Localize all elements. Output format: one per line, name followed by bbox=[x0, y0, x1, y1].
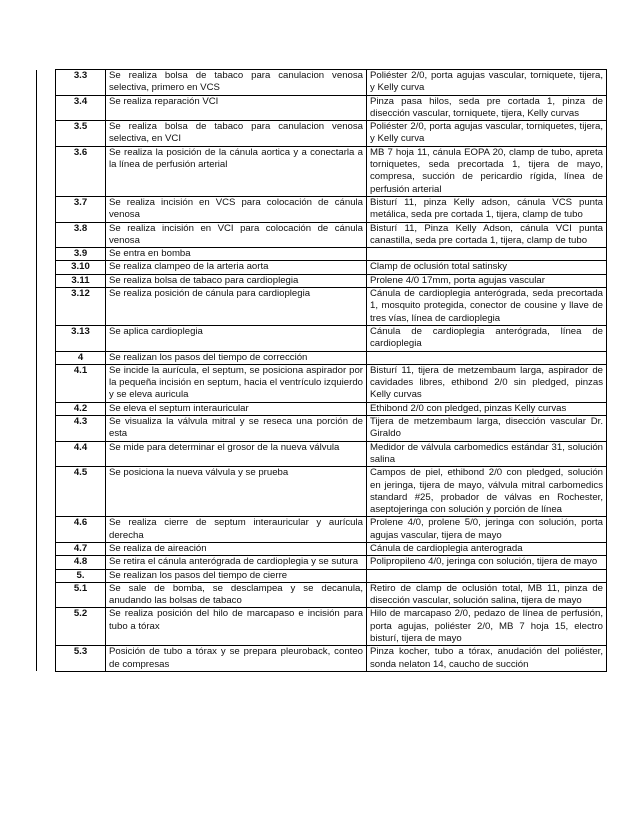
step-number: 4 bbox=[56, 351, 106, 364]
table-row bbox=[37, 288, 607, 326]
step-description: Se realiza reparación VCI bbox=[106, 95, 367, 121]
step-description: Se realiza bolsa de tabaco para cardioplegia bbox=[106, 274, 367, 287]
step-number: 5.3 bbox=[56, 646, 106, 672]
step-number: 4.2 bbox=[56, 402, 106, 415]
step-description: Se realiza cierre de septum interauricular y aurícula derecha bbox=[106, 517, 367, 543]
step-description: Se realiza incisión en VCS para colocación de cánula venosa bbox=[106, 196, 367, 222]
step-description: Se posiciona la nueva válvula y se prueba bbox=[106, 467, 367, 517]
table-row bbox=[37, 95, 607, 121]
left-margin-cell bbox=[37, 70, 56, 96]
left-margin-cell bbox=[37, 582, 56, 608]
table-row bbox=[37, 542, 607, 555]
step-number: 4.4 bbox=[56, 441, 106, 467]
step-number: 3.10 bbox=[56, 261, 106, 274]
table-row bbox=[37, 146, 607, 196]
step-materials: Pinza kocher, tubo a tórax, anudación del poliéster, sonda nelaton 14, caucho de succión bbox=[367, 646, 607, 672]
step-number: 4.7 bbox=[56, 542, 106, 555]
table-row bbox=[37, 569, 607, 582]
step-materials bbox=[367, 248, 607, 261]
step-description: Se eleva el septum interauricular bbox=[106, 402, 367, 415]
step-description: Posición de tubo a tórax y se prepara pleuroback, conteo de compresas bbox=[106, 646, 367, 672]
step-number: 5. bbox=[56, 569, 106, 582]
step-description: Se visualiza la válvula mitral y se reseca una porción de esta bbox=[106, 416, 367, 442]
step-number: 5.2 bbox=[56, 608, 106, 646]
table-row bbox=[37, 582, 607, 608]
step-number: 3.7 bbox=[56, 196, 106, 222]
step-materials: Ethibond 2/0 con pledged, pinzas Kelly curvas bbox=[367, 402, 607, 415]
table-row bbox=[37, 121, 607, 147]
step-materials: Prolene 4/0 17mm, porta agujas vascular bbox=[367, 274, 607, 287]
step-materials: MB 7 hoja 11, cánula EOPA 20, clamp de tubo, apreta torniquetes, seda precortada 1, tijera de mayo, compresa, succión de pericardio rígida, línea de perfusión arterial bbox=[367, 146, 607, 196]
step-number: 3.3 bbox=[56, 70, 106, 96]
procedure-page bbox=[36, 69, 606, 672]
table-row bbox=[37, 261, 607, 274]
step-materials: Poliéster 2/0, porta agujas vascular, torniquete, tijera, y Kelly curva bbox=[367, 70, 607, 96]
step-description: Se realiza posición del hilo de marcapaso e incisión para tubo a tórax bbox=[106, 608, 367, 646]
step-materials: Clamp de oclusión total satinsky bbox=[367, 261, 607, 274]
step-number: 4.3 bbox=[56, 416, 106, 442]
table-row bbox=[37, 351, 607, 364]
left-margin-cell bbox=[37, 248, 56, 261]
table-row bbox=[37, 556, 607, 569]
procedure-table bbox=[36, 69, 607, 672]
step-description: Se mide para determinar el grosor de la nueva válvula bbox=[106, 441, 367, 467]
step-description: Se realiza clampeo de la arteria aorta bbox=[106, 261, 367, 274]
left-margin-cell bbox=[37, 288, 56, 326]
step-number: 5.1 bbox=[56, 582, 106, 608]
step-description: Se entra en bomba bbox=[106, 248, 367, 261]
left-margin-cell bbox=[37, 325, 56, 351]
left-margin-cell bbox=[37, 146, 56, 196]
table-row bbox=[37, 274, 607, 287]
left-margin-cell bbox=[37, 416, 56, 442]
table-row bbox=[37, 222, 607, 248]
left-margin-cell bbox=[37, 402, 56, 415]
procedure-table-body bbox=[37, 70, 607, 672]
step-materials: Bisturí 11, Pinza Kelly Adson, cánula VCI punta canastilla, seda pre cortada 1, tijera, clamp de tubo bbox=[367, 222, 607, 248]
step-number: 3.4 bbox=[56, 95, 106, 121]
step-materials: Medidor de válvula carbomedics estándar 31, solución salina bbox=[367, 441, 607, 467]
step-materials: Campos de piel, ethibond 2/0 con pledged, solución en jeringa, tijera de mayo, válvula mitral carbomedics standard #25, probador de válvas en Rochester, aseptojeringa con solución y porción de línea bbox=[367, 467, 607, 517]
step-number: 4.8 bbox=[56, 556, 106, 569]
step-description: Se realiza bolsa de tabaco para canulacion venosa selectiva, primero en VCS bbox=[106, 70, 367, 96]
step-description: Se realizan los pasos del tiempo de cierre bbox=[106, 569, 367, 582]
left-margin-cell bbox=[37, 261, 56, 274]
step-description: Se incide la aurícula, el septum, se posiciona aspirador por la pequeña incisión en septum, hacia el ventrículo izquierdo y se eleva auricula bbox=[106, 364, 367, 402]
step-number: 3.12 bbox=[56, 288, 106, 326]
step-description: Se realiza de aireación bbox=[106, 542, 367, 555]
step-description: Se realiza posición de cánula para cardioplegia bbox=[106, 288, 367, 326]
step-number: 3.8 bbox=[56, 222, 106, 248]
step-materials: Cánula de cardioplegia anterógrada, seda precortada 1, mosquito protegida, conector de cousine y llave de tres vías, línea de cardioplegia bbox=[367, 288, 607, 326]
left-margin-cell bbox=[37, 542, 56, 555]
step-materials: Retiro de clamp de oclusión total, MB 11, pinza de disección vascular, solución salina, tijera de mayo bbox=[367, 582, 607, 608]
table-row bbox=[37, 517, 607, 543]
table-row bbox=[37, 416, 607, 442]
step-number: 3.6 bbox=[56, 146, 106, 196]
step-materials bbox=[367, 351, 607, 364]
step-description: Se realiza la posición de la cánula aortica y a conectarla a la línea de perfusión arterial bbox=[106, 146, 367, 196]
left-margin-cell bbox=[37, 556, 56, 569]
step-materials: Pinza pasa hilos, seda pre cortada 1, pinza de disección vascular, torniquete, tijera, Kelly curvas bbox=[367, 95, 607, 121]
step-materials: Bisturí 11, pinza Kelly adson, cánula VCS punta metálica, seda pre cortada 1, tijera, clamp de tubo bbox=[367, 196, 607, 222]
step-number: 3.5 bbox=[56, 121, 106, 147]
table-row bbox=[37, 248, 607, 261]
left-margin-cell bbox=[37, 517, 56, 543]
step-materials: Polipropileno 4/0, jeringa con solución, tijera de mayo bbox=[367, 556, 607, 569]
left-margin-cell bbox=[37, 441, 56, 467]
step-materials: Poliéster 2/0, porta agujas vascular, torniquetes, tijera, y Kelly curva bbox=[367, 121, 607, 147]
step-description: Se sale de bomba, se desclampea y se decanula, anudando las bolsas de tabaco bbox=[106, 582, 367, 608]
step-materials: Cánula de cardioplegia anterógrada, línea de cardioplegia bbox=[367, 325, 607, 351]
left-margin-cell bbox=[37, 222, 56, 248]
step-materials: Bisturí 11, tijera de metzembaum larga, aspirador de cavidades libres, ethibond 2/0 sin pledged, pinzas Kelly curvas bbox=[367, 364, 607, 402]
left-margin-cell bbox=[37, 646, 56, 672]
table-row bbox=[37, 646, 607, 672]
step-number: 3.9 bbox=[56, 248, 106, 261]
step-number: 4.1 bbox=[56, 364, 106, 402]
step-description: Se retira el cánula anterógrada de cardioplegia y se sutura bbox=[106, 556, 367, 569]
left-margin-cell bbox=[37, 274, 56, 287]
step-materials: Hilo de marcapaso 2/0, pedazo de línea de perfusión, porta agujas, poliéster 2/0, MB 7 hoja 15, electro bisturí, tijera de mayo bbox=[367, 608, 607, 646]
table-row bbox=[37, 402, 607, 415]
table-row bbox=[37, 364, 607, 402]
left-margin-cell bbox=[37, 121, 56, 147]
step-number: 4.6 bbox=[56, 517, 106, 543]
left-margin-cell bbox=[37, 196, 56, 222]
table-row bbox=[37, 608, 607, 646]
step-materials: Cánula de cardioplegia anterograda bbox=[367, 542, 607, 555]
table-row bbox=[37, 196, 607, 222]
step-number: 3.11 bbox=[56, 274, 106, 287]
left-margin-cell bbox=[37, 95, 56, 121]
left-margin-cell bbox=[37, 467, 56, 517]
step-materials bbox=[367, 569, 607, 582]
step-number: 4.5 bbox=[56, 467, 106, 517]
step-materials: Tijera de metzembaum larga, disección vascular Dr. Giraldo bbox=[367, 416, 607, 442]
table-row bbox=[37, 467, 607, 517]
step-description: Se realiza incisión en VCI para colocación de cánula venosa bbox=[106, 222, 367, 248]
step-description: Se aplica cardioplegia bbox=[106, 325, 367, 351]
step-description: Se realiza bolsa de tabaco para canulacion venosa selectiva, en VCI bbox=[106, 121, 367, 147]
step-materials: Prolene 4/0, prolene 5/0, jeringa con solución, porta agujas vascular, tijera de mayo bbox=[367, 517, 607, 543]
step-number: 3.13 bbox=[56, 325, 106, 351]
step-description: Se realizan los pasos del tiempo de corrección bbox=[106, 351, 367, 364]
left-margin-cell bbox=[37, 608, 56, 646]
left-margin-cell bbox=[37, 569, 56, 582]
left-margin-cell bbox=[37, 351, 56, 364]
table-row bbox=[37, 441, 607, 467]
table-row bbox=[37, 70, 607, 96]
left-margin-cell bbox=[37, 364, 56, 402]
table-row bbox=[37, 325, 607, 351]
